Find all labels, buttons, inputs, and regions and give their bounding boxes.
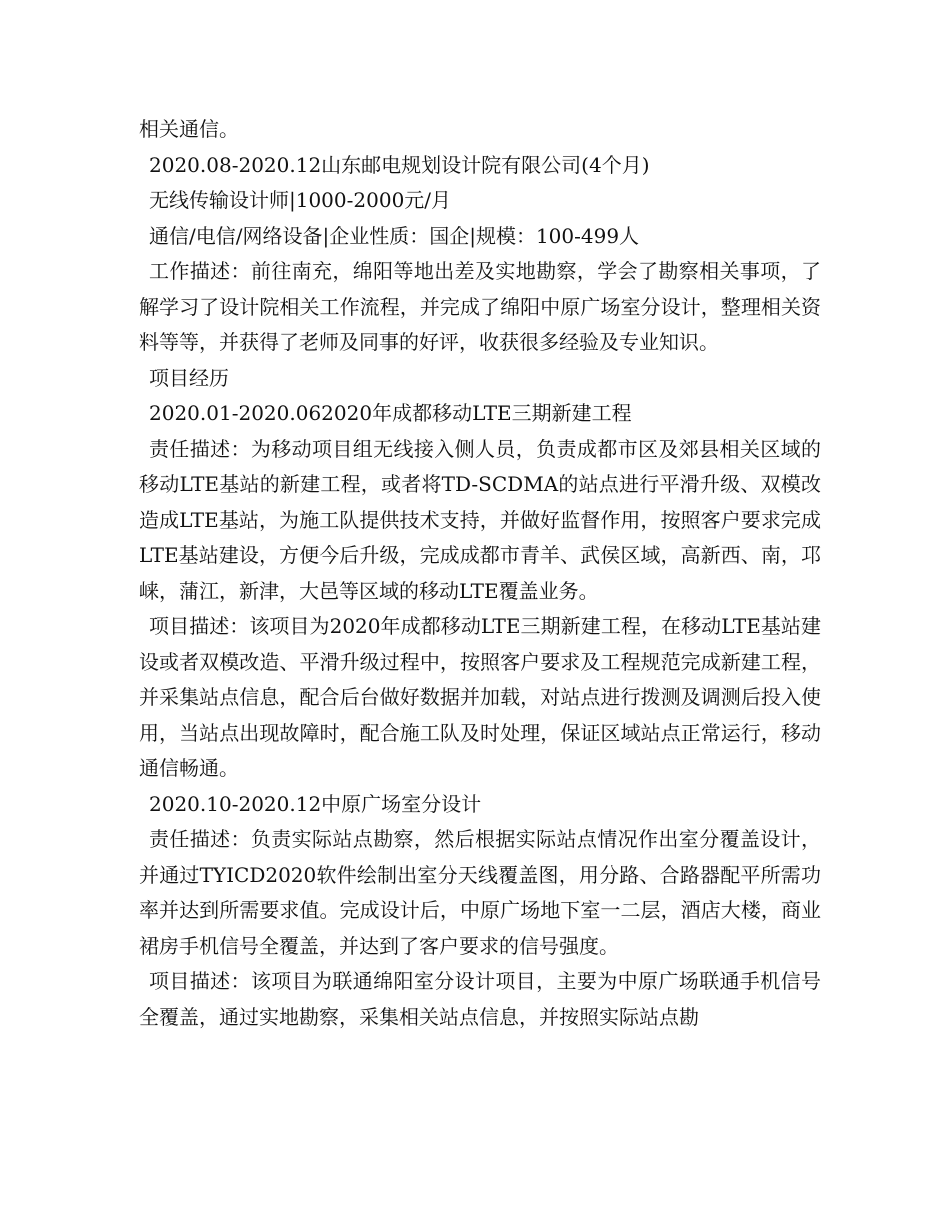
paragraph-responsibility: 责任描述：为移动项目组无线接入侧人员，负责成都市区及郊县相关区域的移动LTE基站的新建工程，或者将TD-SCDMA的站点进行平滑升级、双模改造成LTE基站，为施工队提供技术支持，并做好监督作用，按照客户要求完成LTE基站建设，方便今后升级，完成成都市青羊、武侯区域，高新西、南，邛崃，蒲江，新津，大邑等区域的移动LTE覆盖业务。	[139, 436, 821, 603]
paragraph-project-description: 项目描述：该项目为2020年成都移动LTE三期新建工程，在移动LTE基站建设或者双模改造、平滑升级过程中，按照客户要求及工程规范完成新建工程，并采集站点信息，配合后台做好数据并加载，对站点进行拨测及调测后投入使用，当站点出现故障时，配合施工队及时处理，保证区域站点正常运行，移动通信畅通。	[139, 614, 821, 780]
document-body	[139, 112, 821, 1035]
paragraph-project-description: 项目描述：该项目为联通绵阳室分设计项目，主要为中原广场联通手机信号全覆盖，通过实地勘察，采集相关站点信息，并按照实际站点勘	[139, 969, 821, 1029]
paragraph: 相关通信。	[139, 117, 239, 141]
paragraph-project-period: 2020.10-2020.12中原广场室分设计	[149, 791, 482, 816]
paragraph-project-period: 2020.01-2020.062020年成都移动LTE三期新建工程	[149, 401, 632, 425]
paragraph-work-description: 工作描述：前往南充，绵阳等地出差及实地勘察，学会了勘察相关事项，了解学习了设计院相关工作流程，并完成了绵阳中原广场室分设计，整理相关资料等等，并获得了老师及同事的好评，收获很多经验及专业知识。	[139, 259, 821, 354]
paragraph-company-period: 2020.08-2020.12山东邮电规划设计院有限公司(4个月)	[149, 152, 650, 177]
section-heading-projects: 项目经历	[149, 365, 229, 390]
paragraph-industry: 通信/电信/网络设备|企业性质：国企|规模：100-499人	[149, 223, 640, 248]
paragraph-responsibility: 责任描述：负责实际站点勘察，然后根据实际站点情况作出室分覆盖设计，并通过TYICD2020软件绘制出室分天线覆盖图，用分路、合路器配平所需功率并达到所需要求值。完成设计后，中原广场地下室一二层，酒店大楼，商业裙房手机信号全覆盖，并达到了客户要求的信号强度。	[139, 827, 821, 958]
paragraph-job-title: 无线传输设计师|1000-2000元/月	[149, 188, 452, 212]
